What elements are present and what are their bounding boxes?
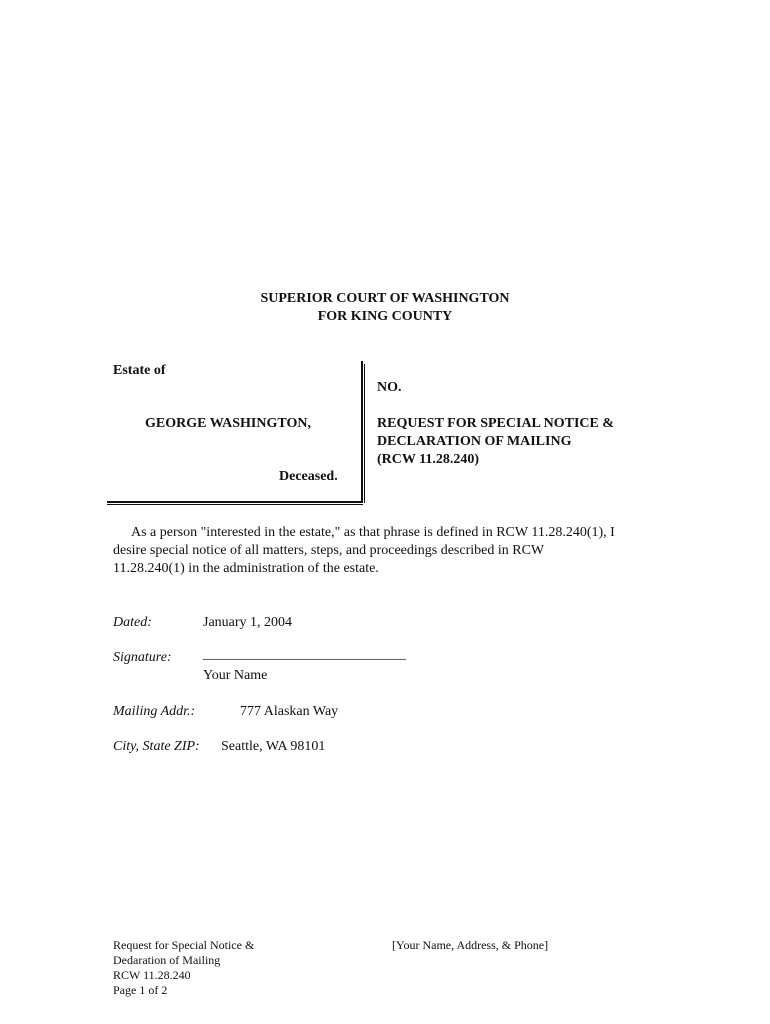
caption-vertical-rule-shadow <box>364 364 365 503</box>
footer-page-number: Page 1 of 2 <box>113 983 168 997</box>
court-county: FOR KING COUNTY <box>317 309 453 324</box>
mailing-address-label: Mailing Addr.: <box>113 704 196 719</box>
paragraph-line: 11.28.240(1) in the administration of the estate. <box>113 561 379 576</box>
court-name: SUPERIOR COURT OF WASHINGTON <box>260 291 510 306</box>
document-title-line2: DECLARATION OF MAILING <box>377 434 572 449</box>
dated-value: January 1, 2004 <box>203 615 293 630</box>
signature-name: Your Name <box>203 668 268 683</box>
deceased-label: Deceased. <box>279 469 338 484</box>
document-title-line3: (RCW 11.28.240) <box>377 452 480 467</box>
paragraph-line: desire special notice of all matters, steps, and proceedings described in RCW <box>113 543 545 558</box>
footer-left <box>113 938 254 998</box>
caption-horizontal-rule-shadow <box>107 504 363 505</box>
footer-line: Request for Special Notice & <box>113 938 255 952</box>
footer-line: Dedaration of Mailing <box>113 953 221 967</box>
dated-label: Dated: <box>113 615 152 630</box>
case-number-label: NO. <box>377 380 402 395</box>
document-title-line1: REQUEST FOR SPECIAL NOTICE & <box>377 416 615 431</box>
decedent-name: GEORGE WASHINGTON, <box>145 416 311 431</box>
paragraph-line: As a person "interested in the estate," as that phrase is defined in RCW 11.28.240(1), I <box>131 525 615 540</box>
signature-label: Signature: <box>113 650 172 665</box>
request-paragraph <box>113 524 665 578</box>
mailing-address-value: 777 Alaskan Way <box>240 704 339 719</box>
city-state-zip-value: Seattle, WA 98101 <box>221 739 326 754</box>
signature-line: _____________________________ <box>203 647 406 662</box>
estate-of-label: Estate of <box>113 363 166 378</box>
footer-line: RCW 11.28.240 <box>113 968 191 982</box>
city-state-zip-label: City, State ZIP: <box>113 739 200 754</box>
footer-right: [Your Name, Address, & Phone] <box>392 938 549 952</box>
caption-horizontal-rule <box>107 501 363 503</box>
caption-vertical-rule <box>361 361 363 503</box>
